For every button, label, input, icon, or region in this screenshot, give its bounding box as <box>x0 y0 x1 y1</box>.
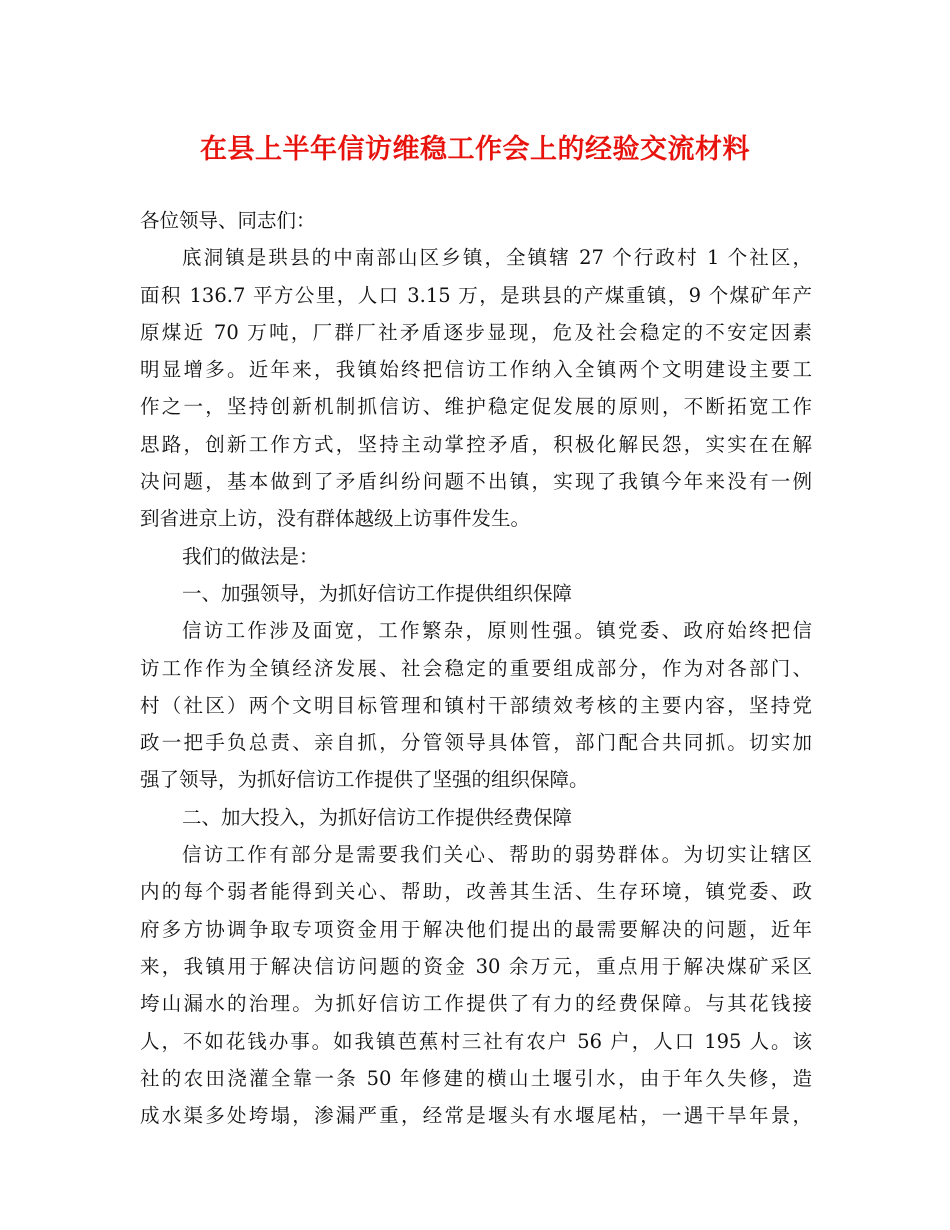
document-body <box>140 202 812 1134</box>
text-line: 作之一，坚持创新机制抓信访、维护稳定促发展的原则，不断拓宽工作 <box>140 395 812 419</box>
text-line: 政一把手负总责、亲自抓，分管领导具体管，部门配合共同抓。切实加 <box>140 731 812 755</box>
text-line: 村（社区）两个文明目标管理和镇村干部绩效考核的主要内容，坚持党 <box>140 693 812 717</box>
text-line: 信访工作有部分是需要我们关心、帮助的弱势群体。为切实让辖区 <box>182 843 812 867</box>
text-line: 明显增多。近年来，我镇始终把信访工作纳入全镇两个文明建设主要工 <box>140 358 812 382</box>
text-line: 面积 136.7 平方公里，人口 3.15 万，是珙县的产煤重镇，9 个煤矿年产 <box>140 283 812 307</box>
text-line: 强了领导，为抓好信访工作提供了坚强的组织保障。 <box>140 768 589 792</box>
text-line: 二、加大投入，为抓好信访工作提供经费保障 <box>182 805 573 829</box>
text-line: 各位领导、同志们： <box>140 209 316 232</box>
text-line: 我们的做法是： <box>182 544 319 568</box>
page-title: 在县上半年信访维稳工作会上的经验交流材料 <box>200 134 750 165</box>
text-line: 访工作作为全镇经济发展、社会稳定的重要组成部分，作为对各部门、 <box>140 656 812 680</box>
text-line: 一、加强领导，为抓好信访工作提供组织保障 <box>182 581 573 605</box>
text-line: 社的农田浇灌全靠一条 50 年修建的横山土堰引水，由于年久失修，造 <box>140 1066 812 1090</box>
text-line: 原煤近 70 万吨，厂群厂社矛盾逐步显现，危及社会稳定的不安定因素 <box>140 320 812 344</box>
text-line: 成水渠多处垮塌，渗漏严重，经常是堰头有水堰尾枯，一遇干旱年景， <box>140 1104 812 1128</box>
text-line: 内的每个弱者能得到关心、帮助，改善其生活、生存环境，镇党委、政 <box>140 880 812 904</box>
text-line: 人，不如花钱办事。如我镇芭蕉村三社有农户 56 户，人口 195 人。该 <box>140 1029 812 1053</box>
text-line: 垮山漏水的治理。为抓好信访工作提供了有力的经费保障。与其花钱接 <box>140 992 812 1016</box>
text-line: 来，我镇用于解决信访问题的资金 30 余万元，重点用于解决煤矿采区 <box>140 954 812 978</box>
text-line: 府多方协调争取专项资金用于解决他们提出的最需要解决的问题，近年 <box>140 917 812 941</box>
text-line: 底洞镇是珙县的中南部山区乡镇，全镇辖 27 个行政村 1 个社区， <box>182 246 812 270</box>
text-line: 信访工作涉及面宽，工作繁杂，原则性强。镇党委、政府始终把信 <box>182 619 812 643</box>
text-line: 到省进京上访，没有群体越级上访事件发生。 <box>140 507 531 531</box>
text-line: 决问题，基本做到了矛盾纠纷问题不出镇，实现了我镇今年来没有一例 <box>140 470 812 494</box>
text-line: 思路，创新工作方式，坚持主动掌控矛盾，积极化解民怨，实实在在解 <box>140 432 812 456</box>
